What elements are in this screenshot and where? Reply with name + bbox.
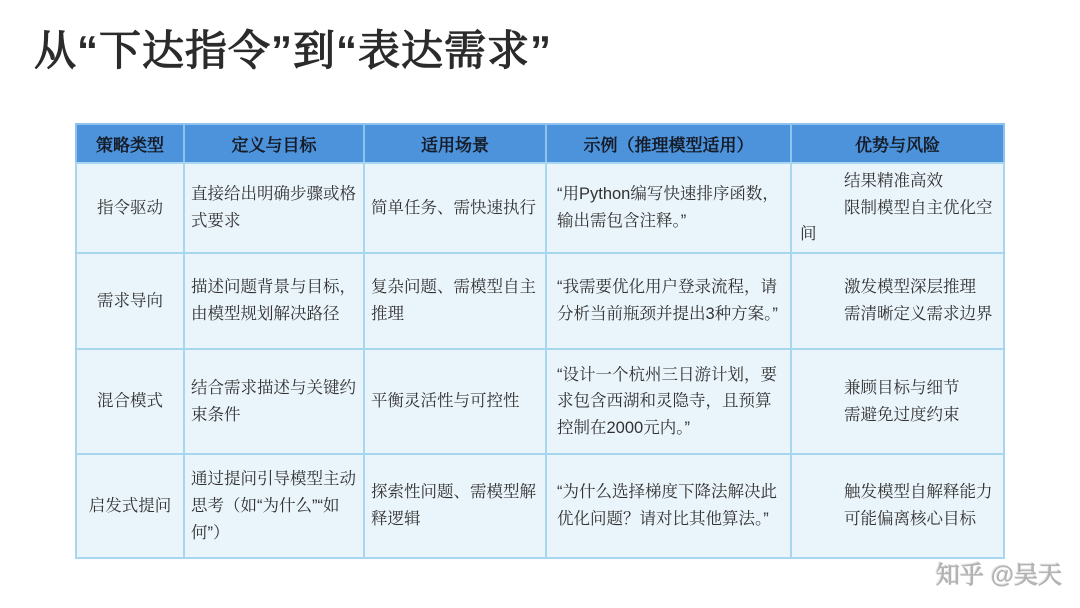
risks-line: 需清晰定义需求边界: [844, 305, 993, 324]
cell-scenario: 平衡灵活性与可控性: [364, 349, 546, 454]
cell-strategy-type: 混合模式: [76, 349, 184, 454]
col-header-strategy-type: 策略类型: [76, 124, 184, 163]
cell-pros-risks: [791, 163, 1004, 253]
cell-definition: 通过提问引导模型主动思考（如“为什么”“如何”）: [184, 454, 364, 558]
table-row-demand-oriented: [76, 253, 1004, 349]
pros-line: 兼顾目标与细节: [844, 378, 960, 397]
cell-scenario: 简单任务、需快速执行: [364, 163, 546, 253]
cell-strategy-type: 需求导向: [76, 253, 184, 349]
table-row-heuristic-questioning: [76, 454, 1004, 558]
cell-scenario: 复杂问题、需模型自主推理: [364, 253, 546, 349]
col-header-definition-goal: 定义与目标: [184, 124, 364, 163]
cell-strategy-type: 指令驱动: [76, 163, 184, 253]
cell-example: “为什么选择梯度下降法解决此优化问题？请对比其他算法。”: [546, 454, 791, 558]
cell-pros-risks: [791, 253, 1004, 349]
cell-scenario: 探索性问题、需模型解释逻辑: [364, 454, 546, 558]
col-header-pros-risks: 优势与风险: [791, 124, 1004, 163]
col-header-example: 示例（推理模型适用）: [546, 124, 791, 163]
strategy-table: [75, 123, 1005, 559]
cell-definition: 描述问题背景与目标，由模型规划解决路径: [184, 253, 364, 349]
pros-line: 激发模型深层推理: [844, 278, 976, 297]
cell-example: “我需要优化用户登录流程，请分析当前瓶颈并提出3种方案。”: [546, 253, 791, 349]
cell-pros-risks: [791, 454, 1004, 558]
table-row-hybrid-mode: [76, 349, 1004, 454]
table-row-instruction-driven: [76, 163, 1004, 253]
cell-example: “设计一个杭州三日游计划，要求包含西湖和灵隐寺，且预算控制在2000元内。”: [546, 349, 791, 454]
cell-pros-risks: [791, 349, 1004, 454]
watermark: 知乎 @吴天: [935, 562, 1062, 589]
table-header-row: [76, 124, 1004, 163]
cell-strategy-type: 启发式提问: [76, 454, 184, 558]
cell-definition: 直接给出明确步骤或格式要求: [184, 163, 364, 253]
risks-line: 需避免过度约束: [844, 405, 960, 424]
pros-line: 触发模型自解释能力: [844, 483, 993, 502]
cell-example: “用Python编写快速排序函数，输出需包含注释。”: [546, 163, 791, 253]
col-header-applicable-scenario: 适用场景: [364, 124, 546, 163]
page-title: 从“下达指令”到“表达需求”: [34, 27, 553, 74]
cell-definition: 结合需求描述与关键约束条件: [184, 349, 364, 454]
risks-line: 限制模型自主优化空间: [800, 198, 993, 244]
pros-line: 结果精准高效: [844, 172, 943, 190]
risks-line: 可能偏离核心目标: [844, 510, 976, 529]
